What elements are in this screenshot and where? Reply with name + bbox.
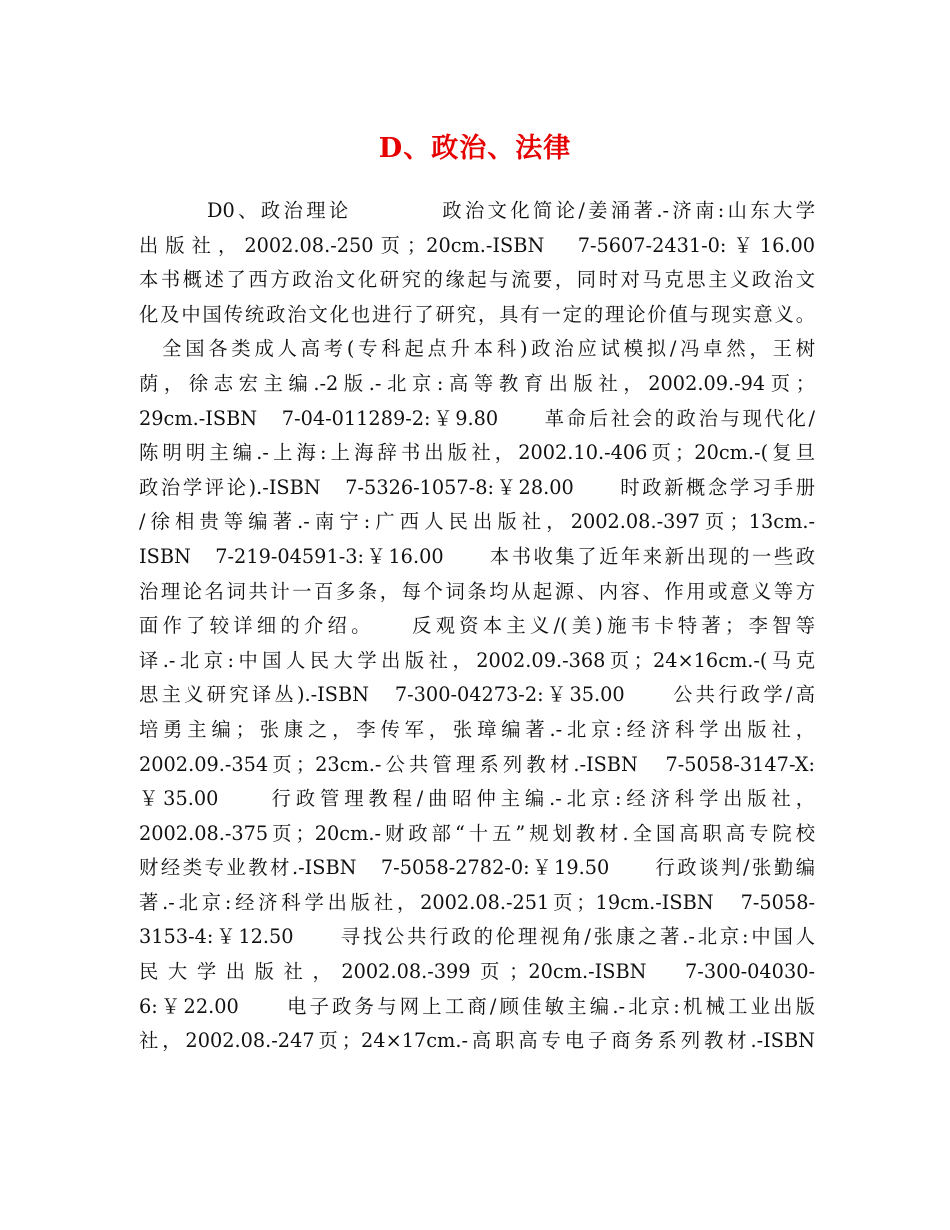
text-line: 民大学出版社，2002.08.-399页；20cm.-ISBN 7-300-04030- bbox=[139, 960, 815, 984]
text-line: 财经类专业教材.-ISBN 7-5058-2782-0:￥19.50 行政谈判/张勤编 bbox=[139, 856, 815, 880]
text-line: 著.-北京:经济科学出版社，2002.08.-251页；19cm.-ISBN 7-5058- bbox=[139, 890, 815, 914]
text-line: 3153-4:￥12.50 寻找公共行政的伦理视角/张康之著.-北京:中国人 bbox=[139, 925, 815, 949]
text-line: 政治学评论).-ISBN 7-5326-1057-8:￥28.00 时政新概念学习手册 bbox=[139, 475, 815, 499]
text-line: 培勇主编；张康之，李传军，张璋编著.-北京:经济科学出版社， bbox=[139, 717, 815, 741]
text-line: ￥35.00 行政管理教程/曲昭仲主编.-北京:经济科学出版社， bbox=[139, 787, 815, 811]
text-line: 本书概述了西方政治文化研究的缘起与流要，同时对马克思主义政治文 bbox=[139, 268, 815, 292]
text-line: /徐相贵等编著.-南宁:广西人民出版社，2002.08.-397页；13cm.- bbox=[139, 510, 815, 534]
text-line: 全国各类成人高考(专科起点升本科)政治应试模拟/冯卓然，王树 bbox=[139, 337, 815, 361]
text-line: 荫，徐志宏主编.-2版.-北京:高等教育出版社，2002.09.-94页； bbox=[139, 371, 815, 395]
text-line: 思主义研究译丛).-ISBN 7-300-04273-2:￥35.00 公共行政学/高 bbox=[139, 683, 815, 707]
text-line: 社，2002.08.-247页；24×17cm.-高职高专电子商务系列教材.-ISBN bbox=[139, 1029, 815, 1053]
text-line: 陈明明主编.-上海:上海辞书出版社，2002.10.-406页；20cm.-(复旦 bbox=[139, 441, 815, 465]
text-line: 2002.09.-354页；23cm.-公共管理系列教材.-ISBN 7-5058-3147-X: bbox=[139, 752, 815, 776]
text-line: 译.-北京:中国人民大学出版社，2002.09.-368页；24×16cm.-(马克 bbox=[139, 648, 815, 672]
catalog-body bbox=[139, 194, 815, 1059]
section-title: D、政治、法律 bbox=[378, 133, 572, 164]
text-line: 治理论名词共计一百多条，每个词条均从起源、内容、作用或意义等方 bbox=[139, 579, 815, 603]
text-line: D0、政治理论 政治文化简论/姜涌著.-济南:山东大学 bbox=[139, 199, 815, 222]
text-line: 2002.08.-375页；20cm.-财政部“十五”规划教材.全国高职高专院校 bbox=[139, 821, 815, 845]
text-line: 化及中国传统政治文化也进行了研究，具有一定的理论价值与现实意义。 bbox=[139, 302, 815, 326]
text-line: 出版社，2002.08.-250页；20cm.-ISBN 7-5607-2431-0:￥16.00 bbox=[139, 233, 815, 257]
text-line: 6:￥22.00 电子政务与网上工商/顾佳敏主编.-北京:机械工业出版 bbox=[139, 994, 815, 1018]
text-line: ISBN 7-219-04591-3:￥16.00 本书收集了近年来新出现的一些政 bbox=[139, 544, 815, 568]
text-line: 面作了较详细的介绍。 反观资本主义/(美)施韦卡特著；李智等 bbox=[139, 614, 815, 638]
text-line: 29cm.-ISBN 7-04-011289-2:￥9.80 革命后社会的政治与现代化/ bbox=[139, 406, 815, 430]
